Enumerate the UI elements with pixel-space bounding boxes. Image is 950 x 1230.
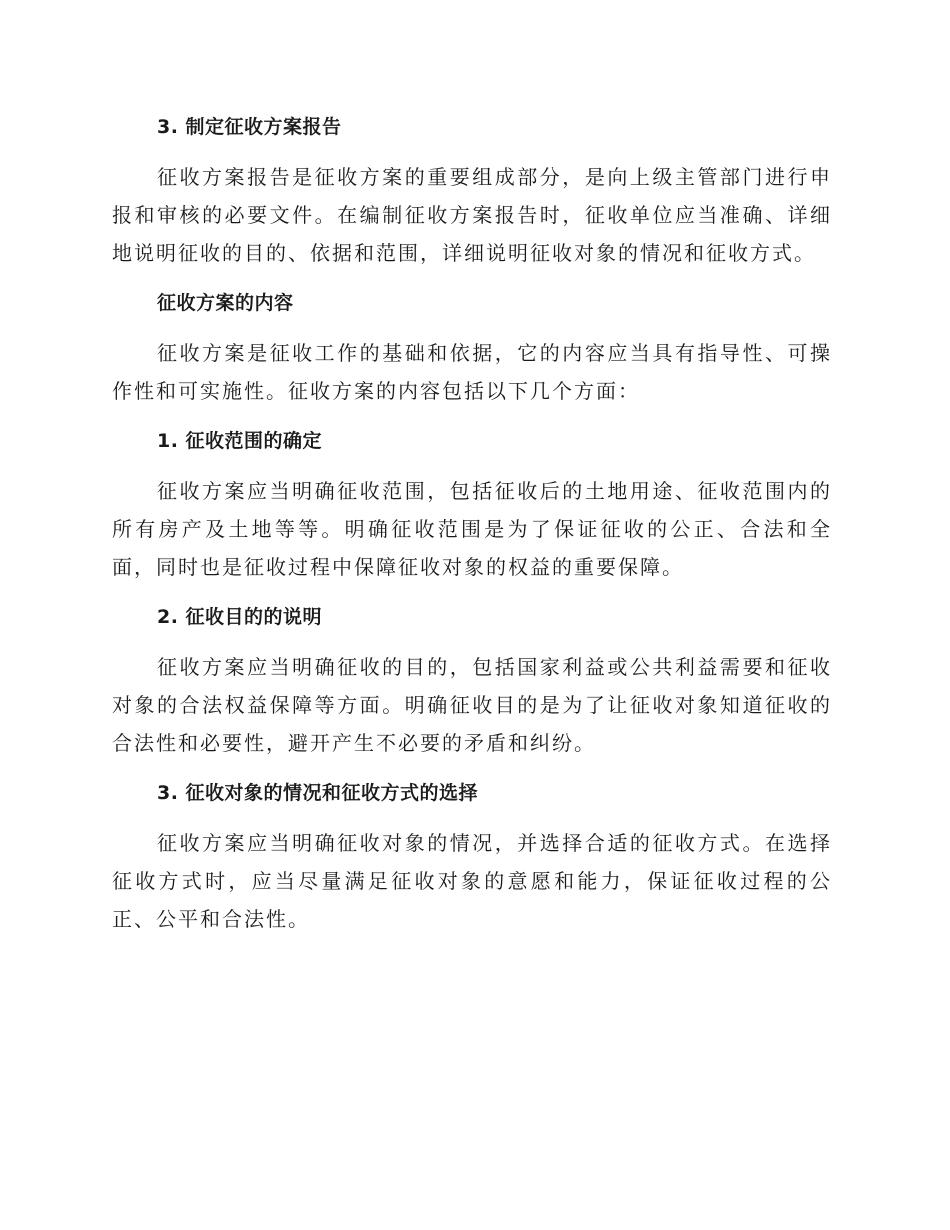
section-heading-scope: 1. 征收范围的确定 <box>157 430 323 452</box>
section-heading-method: 3. 征收对象的情况和征收方式的选择 <box>157 782 479 804</box>
section-paragraph-content: 征收方案是征收工作的基础和依据，它的内容应当具有指导性、可操作性和可实施性。征收方案的内容包括以下几个方面： <box>112 341 832 403</box>
section-paragraph-report: 征收方案报告是征收方案的重要组成部分，是向上级主管部门进行申报和审核的必要文件。在编制征收方案报告时，征收单位应当准确、详细地说明征收的目的、依据和范围，详细说明征收对象的情况和征收方式。 <box>112 165 832 265</box>
section-heading-report: 3. 制定征收方案报告 <box>157 116 342 138</box>
section-paragraph-method: 征收方案应当明确征收对象的情况，并选择合适的征收方式。在选择征收方式时，应当尽量满足征收对象的意愿和能力，保证征收过程的公正、公平和合法性。 <box>112 831 832 931</box>
section-paragraph-scope: 征收方案应当明确征收范围，包括征收后的土地用途、征收范围内的所有房产及土地等等。明确征收范围是为了保证征收的公正、合法和全面，同时也是征收过程中保障征收对象的权益的重要保障。 <box>112 479 832 579</box>
document-body <box>112 112 832 954</box>
section-heading-content: 征收方案的内容 <box>157 292 294 314</box>
section-paragraph-purpose: 征收方案应当明确征收的目的，包括国家利益或公共利益需要和征收对象的合法权益保障等方面。明确征收目的是为了让征收对象知道征收的合法性和必要性，避开产生不必要的矛盾和纠纷。 <box>112 655 832 755</box>
section-heading-purpose: 2. 征收目的的说明 <box>157 606 323 628</box>
